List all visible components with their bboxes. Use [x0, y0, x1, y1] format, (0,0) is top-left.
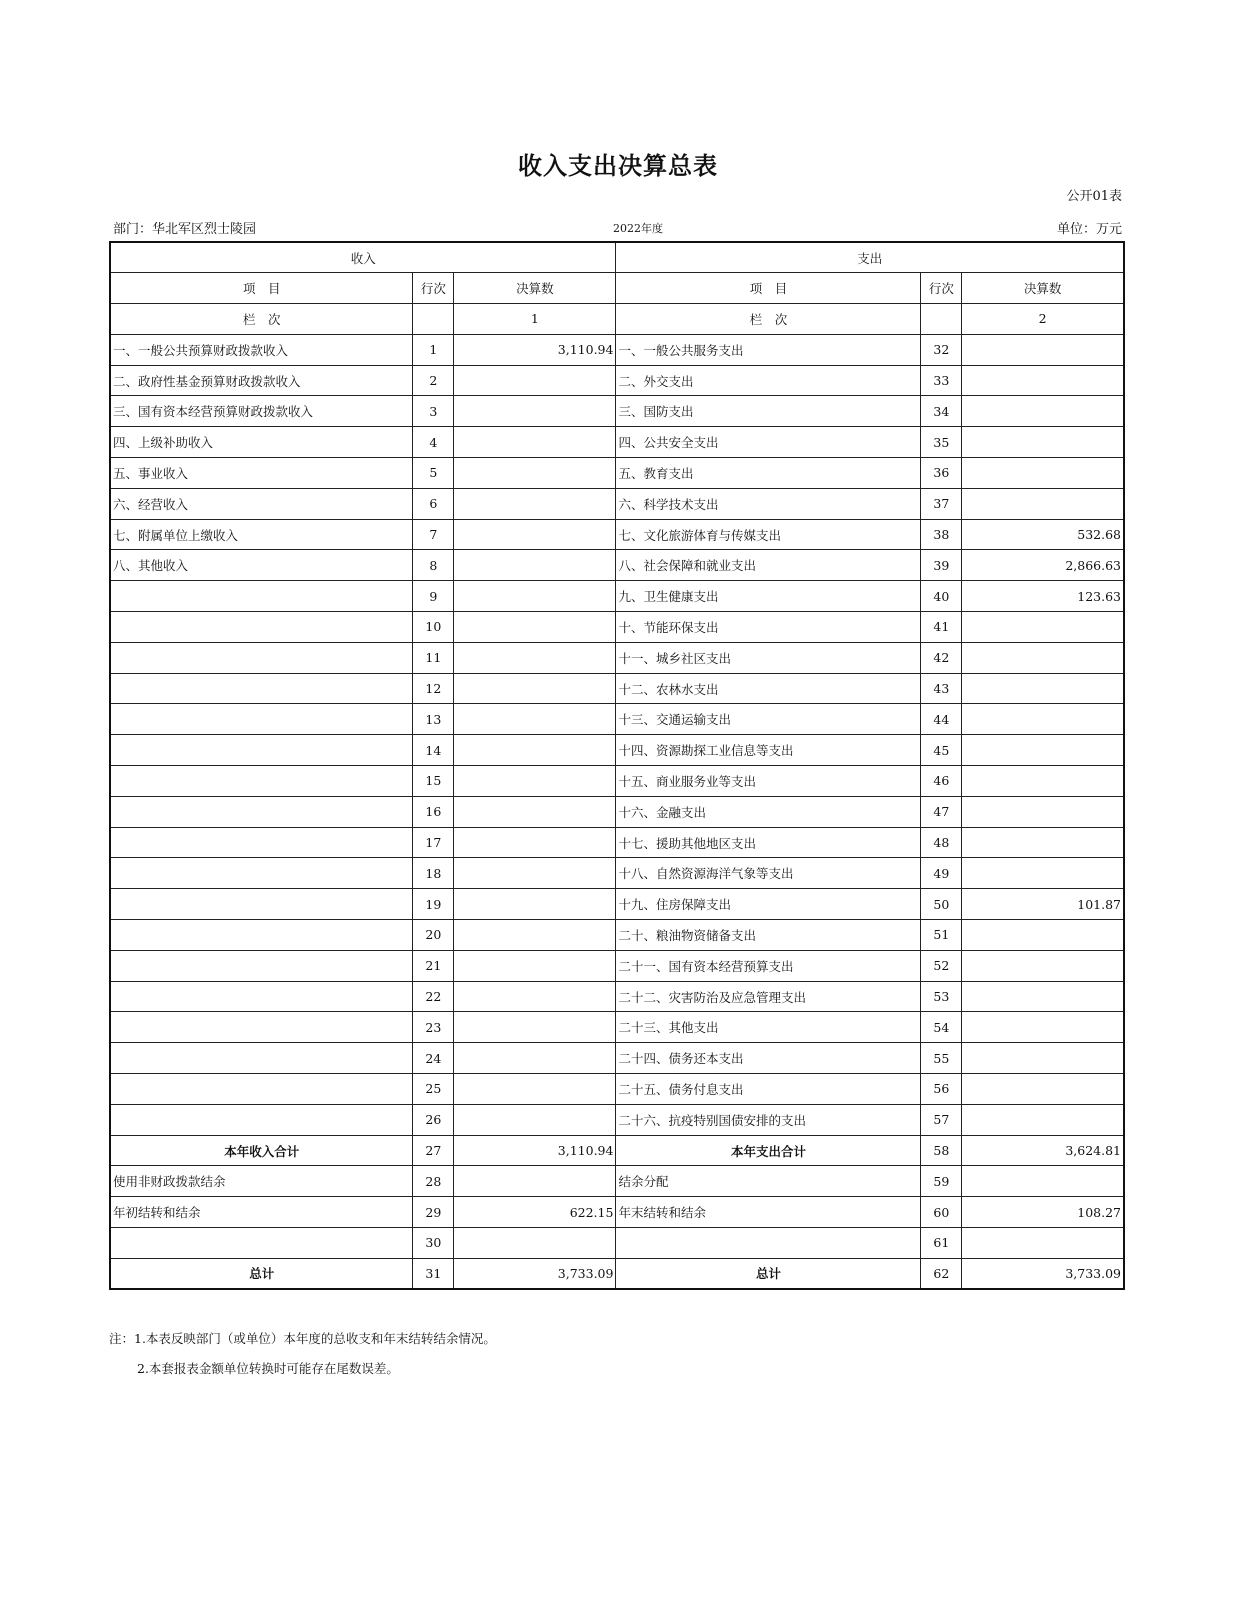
income-line-cell: 1	[413, 334, 454, 365]
expense-amount-cell: 3,624.81	[962, 1135, 1124, 1166]
table-row	[110, 858, 1124, 889]
income-amount-cell	[454, 396, 616, 427]
income-item-cell	[110, 1043, 413, 1074]
header-row-columns	[110, 273, 1124, 304]
expense-amount-header: 决算数	[962, 273, 1124, 304]
expense-line-cell: 37	[921, 488, 962, 519]
table-row	[110, 550, 1124, 581]
expense-item-cell: 十七、援助其他地区支出	[616, 827, 921, 858]
table-row	[110, 950, 1124, 981]
income-line-cell: 21	[413, 950, 454, 981]
subtotal-row	[110, 1135, 1124, 1166]
expense-amount-cell	[962, 735, 1124, 766]
expense-line-cell: 51	[921, 920, 962, 951]
income-line-cell: 19	[413, 889, 454, 920]
table-row	[110, 427, 1124, 458]
table-row	[110, 1228, 1124, 1259]
income-line-cell: 13	[413, 704, 454, 735]
income-item-cell: 本年收入合计	[110, 1135, 413, 1166]
income-amount-cell	[454, 1012, 616, 1043]
income-amount-cell	[454, 920, 616, 951]
expense-section-header: 支出	[616, 242, 1124, 273]
income-amount-cell	[454, 550, 616, 581]
income-amount-cell	[454, 889, 616, 920]
expense-line-cell: 46	[921, 766, 962, 797]
expense-item-cell: 二十四、债务还本支出	[616, 1043, 921, 1074]
expense-item-cell: 十、节能环保支出	[616, 612, 921, 643]
expense-line-cell: 53	[921, 981, 962, 1012]
expense-line-cell: 38	[921, 519, 962, 550]
expense-line-cell: 43	[921, 673, 962, 704]
income-amount-cell: 3,733.09	[454, 1258, 616, 1289]
income-item-cell	[110, 858, 413, 889]
income-amount-cell	[454, 519, 616, 550]
department-label: 部门：华北军区烈士陵园	[113, 222, 257, 237]
expense-line-cell: 35	[921, 427, 962, 458]
income-amount-cell: 3,110.94	[454, 1135, 616, 1166]
expense-amount-cell	[962, 1228, 1124, 1259]
expense-column-label: 栏 次	[616, 304, 921, 335]
expense-amount-cell	[962, 612, 1124, 643]
footnote-2: 2.本套报表金额单位转换时可能存在尾数误差。	[137, 1361, 399, 1376]
expense-amount-cell	[962, 1074, 1124, 1105]
income-amount-cell	[454, 642, 616, 673]
expense-item-cell: 一、一般公共服务支出	[616, 334, 921, 365]
fiscal-year: 2022年度	[613, 222, 663, 235]
table-row	[110, 796, 1124, 827]
income-item-cell	[110, 581, 413, 612]
income-item-cell	[110, 766, 413, 797]
expense-amount-cell	[962, 673, 1124, 704]
expense-line-cell: 36	[921, 458, 962, 489]
expense-item-cell: 总计	[616, 1258, 921, 1289]
income-item-cell	[110, 827, 413, 858]
expense-amount-cell	[962, 950, 1124, 981]
expense-item-cell	[616, 1228, 921, 1259]
income-line-cell: 9	[413, 581, 454, 612]
expense-item-cell: 十六、金融支出	[616, 796, 921, 827]
expense-amount-cell	[962, 827, 1124, 858]
income-amount-cell: 622.15	[454, 1197, 616, 1228]
income-amount-cell	[454, 427, 616, 458]
income-line-cell: 30	[413, 1228, 454, 1259]
income-line-cell: 29	[413, 1197, 454, 1228]
table-row	[110, 766, 1124, 797]
expense-item-cell: 四、公共安全支出	[616, 427, 921, 458]
income-line-cell: 27	[413, 1135, 454, 1166]
table-row	[110, 673, 1124, 704]
expense-item-cell: 二十、粮油物资储备支出	[616, 920, 921, 951]
expense-amount-cell	[962, 981, 1124, 1012]
form-code: 公开01表	[1066, 189, 1122, 204]
table-row	[110, 519, 1124, 550]
income-item-cell: 总计	[110, 1258, 413, 1289]
income-line-cell: 6	[413, 488, 454, 519]
expense-item-cell: 二十一、国有资本经营预算支出	[616, 950, 921, 981]
expense-amount-cell	[962, 858, 1124, 889]
income-item-cell: 二、政府性基金预算财政拨款收入	[110, 365, 413, 396]
table-row	[110, 889, 1124, 920]
table-row	[110, 581, 1124, 612]
income-item-cell: 年初结转和结余	[110, 1197, 413, 1228]
table-row	[110, 920, 1124, 951]
expense-amount-cell: 123.63	[962, 581, 1124, 612]
income-item-header: 项 目	[110, 273, 413, 304]
income-amount-cell	[454, 458, 616, 489]
expense-line-cell: 55	[921, 1043, 962, 1074]
empty-cell	[921, 304, 962, 335]
income-item-cell	[110, 1012, 413, 1043]
income-amount-cell	[454, 488, 616, 519]
income-line-cell: 28	[413, 1166, 454, 1197]
income-item-cell	[110, 704, 413, 735]
income-item-cell	[110, 889, 413, 920]
expense-line-cell: 60	[921, 1197, 962, 1228]
unit-label: 单位：万元	[1056, 222, 1122, 237]
income-line-cell: 22	[413, 981, 454, 1012]
expense-item-cell: 八、社会保障和就业支出	[616, 550, 921, 581]
page-title: 收入支出决算总表	[518, 151, 718, 180]
expense-amount-cell	[962, 642, 1124, 673]
income-item-cell	[110, 981, 413, 1012]
expense-amount-cell	[962, 458, 1124, 489]
income-line-cell: 17	[413, 827, 454, 858]
expense-item-header: 项 目	[616, 273, 921, 304]
income-item-cell	[110, 950, 413, 981]
income-amount-header: 决算数	[454, 273, 616, 304]
income-amount-cell	[454, 612, 616, 643]
income-line-cell: 5	[413, 458, 454, 489]
expense-item-cell: 二十二、灾害防治及应急管理支出	[616, 981, 921, 1012]
table-row	[110, 1104, 1124, 1135]
table-row	[110, 612, 1124, 643]
expense-amount-cell: 532.68	[962, 519, 1124, 550]
expense-amount-cell	[962, 1104, 1124, 1135]
expense-item-cell: 六、科学技术支出	[616, 488, 921, 519]
expense-item-cell: 结余分配	[616, 1166, 921, 1197]
expense-amount-cell: 108.27	[962, 1197, 1124, 1228]
income-line-cell: 12	[413, 673, 454, 704]
expense-item-cell: 九、卫生健康支出	[616, 581, 921, 612]
income-item-cell: 四、上级补助收入	[110, 427, 413, 458]
expense-line-header: 行次	[921, 273, 962, 304]
expense-item-cell: 十三、交通运输支出	[616, 704, 921, 735]
income-item-cell	[110, 920, 413, 951]
expense-item-cell: 三、国防支出	[616, 396, 921, 427]
expense-item-cell: 十九、住房保障支出	[616, 889, 921, 920]
table-row	[110, 488, 1124, 519]
table-row	[110, 1012, 1124, 1043]
income-item-cell: 六、经营收入	[110, 488, 413, 519]
income-item-cell: 三、国有资本经营预算财政拨款收入	[110, 396, 413, 427]
table-row	[110, 458, 1124, 489]
expense-line-cell: 48	[921, 827, 962, 858]
income-column-number: 1	[454, 304, 616, 335]
expense-line-cell: 32	[921, 334, 962, 365]
expense-amount-cell: 101.87	[962, 889, 1124, 920]
expense-item-cell: 十四、资源勘探工业信息等支出	[616, 735, 921, 766]
expense-line-cell: 41	[921, 612, 962, 643]
table-row	[110, 1166, 1124, 1197]
expense-amount-cell	[962, 1012, 1124, 1043]
expense-line-cell: 52	[921, 950, 962, 981]
table-row	[110, 827, 1124, 858]
expense-item-cell: 二十三、其他支出	[616, 1012, 921, 1043]
income-line-cell: 24	[413, 1043, 454, 1074]
expense-amount-cell	[962, 796, 1124, 827]
expense-item-cell: 二、外交支出	[616, 365, 921, 396]
income-amount-cell	[454, 858, 616, 889]
expense-amount-cell	[962, 427, 1124, 458]
expense-line-cell: 34	[921, 396, 962, 427]
header-row-sections	[110, 242, 1124, 273]
table-row	[110, 396, 1124, 427]
income-amount-cell	[454, 1104, 616, 1135]
income-item-cell: 五、事业收入	[110, 458, 413, 489]
expense-item-cell: 本年支出合计	[616, 1135, 921, 1166]
income-line-cell: 2	[413, 365, 454, 396]
expense-line-cell: 42	[921, 642, 962, 673]
expense-item-cell: 二十五、债务付息支出	[616, 1074, 921, 1105]
expense-line-cell: 39	[921, 550, 962, 581]
footnote-1: 注：1.本表反映部门（或单位）本年度的总收支和年末结转结余情况。	[109, 1331, 496, 1346]
income-item-cell	[110, 1074, 413, 1105]
expense-amount-cell	[962, 334, 1124, 365]
income-item-cell: 使用非财政拨款结余	[110, 1166, 413, 1197]
table-row	[110, 642, 1124, 673]
table-row	[110, 1074, 1124, 1105]
income-line-cell: 16	[413, 796, 454, 827]
expense-column-number: 2	[962, 304, 1124, 335]
expense-line-cell: 56	[921, 1074, 962, 1105]
income-column-label: 栏 次	[110, 304, 413, 335]
income-amount-cell	[454, 950, 616, 981]
income-line-cell: 8	[413, 550, 454, 581]
income-section-header: 收入	[110, 242, 616, 273]
expense-amount-cell	[962, 396, 1124, 427]
table-row	[110, 1197, 1124, 1228]
expense-line-cell: 49	[921, 858, 962, 889]
expense-line-cell: 44	[921, 704, 962, 735]
expense-line-cell: 62	[921, 1258, 962, 1289]
expense-amount-cell	[962, 365, 1124, 396]
income-line-cell: 3	[413, 396, 454, 427]
expense-item-cell: 七、文化旅游体育与传媒支出	[616, 519, 921, 550]
income-item-cell	[110, 1104, 413, 1135]
expense-item-cell: 十五、商业服务业等支出	[616, 766, 921, 797]
income-item-cell	[110, 642, 413, 673]
income-amount-cell	[454, 796, 616, 827]
income-amount-cell	[454, 365, 616, 396]
expense-line-cell: 40	[921, 581, 962, 612]
table-row	[110, 704, 1124, 735]
income-line-cell: 14	[413, 735, 454, 766]
income-line-cell: 4	[413, 427, 454, 458]
expense-line-cell: 54	[921, 1012, 962, 1043]
expense-item-cell: 年末结转和结余	[616, 1197, 921, 1228]
expense-item-cell: 五、教育支出	[616, 458, 921, 489]
report-meta	[113, 216, 1122, 238]
income-amount-cell	[454, 1228, 616, 1259]
income-item-cell	[110, 612, 413, 643]
income-line-cell: 7	[413, 519, 454, 550]
income-item-cell: 一、一般公共预算财政拨款收入	[110, 334, 413, 365]
income-line-cell: 25	[413, 1074, 454, 1105]
income-item-cell	[110, 1228, 413, 1259]
expense-line-cell: 45	[921, 735, 962, 766]
table-row	[110, 365, 1124, 396]
expense-amount-cell: 3,733.09	[962, 1258, 1124, 1289]
footnotes	[109, 1324, 496, 1384]
expense-line-cell: 47	[921, 796, 962, 827]
expense-amount-cell	[962, 1166, 1124, 1197]
expense-line-cell: 58	[921, 1135, 962, 1166]
empty-cell	[413, 304, 454, 335]
income-line-cell: 20	[413, 920, 454, 951]
expense-amount-cell	[962, 704, 1124, 735]
income-amount-cell	[454, 673, 616, 704]
income-line-cell: 23	[413, 1012, 454, 1043]
income-amount-cell	[454, 981, 616, 1012]
income-amount-cell	[454, 581, 616, 612]
expense-line-cell: 61	[921, 1228, 962, 1259]
income-item-cell	[110, 735, 413, 766]
income-item-cell: 七、附属单位上缴收入	[110, 519, 413, 550]
table-row	[110, 981, 1124, 1012]
expense-item-cell: 十八、自然资源海洋气象等支出	[616, 858, 921, 889]
header-row-column-numbers	[110, 304, 1124, 335]
income-line-cell: 26	[413, 1104, 454, 1135]
expense-line-cell: 50	[921, 889, 962, 920]
expense-amount-cell	[962, 766, 1124, 797]
income-expense-table	[109, 241, 1125, 1290]
income-line-header: 行次	[413, 273, 454, 304]
income-amount-cell	[454, 827, 616, 858]
expense-amount-cell	[962, 488, 1124, 519]
income-item-cell	[110, 673, 413, 704]
expense-amount-cell	[962, 920, 1124, 951]
income-item-cell: 八、其他收入	[110, 550, 413, 581]
income-line-cell: 18	[413, 858, 454, 889]
income-item-cell	[110, 796, 413, 827]
income-amount-cell	[454, 1074, 616, 1105]
expense-line-cell: 59	[921, 1166, 962, 1197]
income-amount-cell	[454, 1166, 616, 1197]
income-amount-cell: 3,110.94	[454, 334, 616, 365]
expense-item-cell: 十二、农林水支出	[616, 673, 921, 704]
expense-line-cell: 33	[921, 365, 962, 396]
income-line-cell: 11	[413, 642, 454, 673]
income-amount-cell	[454, 766, 616, 797]
income-amount-cell	[454, 735, 616, 766]
income-line-cell: 15	[413, 766, 454, 797]
income-line-cell: 31	[413, 1258, 454, 1289]
expense-amount-cell: 2,866.63	[962, 550, 1124, 581]
income-amount-cell	[454, 704, 616, 735]
total-row	[110, 1258, 1124, 1289]
income-amount-cell	[454, 1043, 616, 1074]
expense-item-cell: 十一、城乡社区支出	[616, 642, 921, 673]
expense-line-cell: 57	[921, 1104, 962, 1135]
income-line-cell: 10	[413, 612, 454, 643]
table-row	[110, 334, 1124, 365]
expense-item-cell: 二十六、抗疫特别国债安排的支出	[616, 1104, 921, 1135]
table-row	[110, 735, 1124, 766]
table-row	[110, 1043, 1124, 1074]
expense-amount-cell	[962, 1043, 1124, 1074]
